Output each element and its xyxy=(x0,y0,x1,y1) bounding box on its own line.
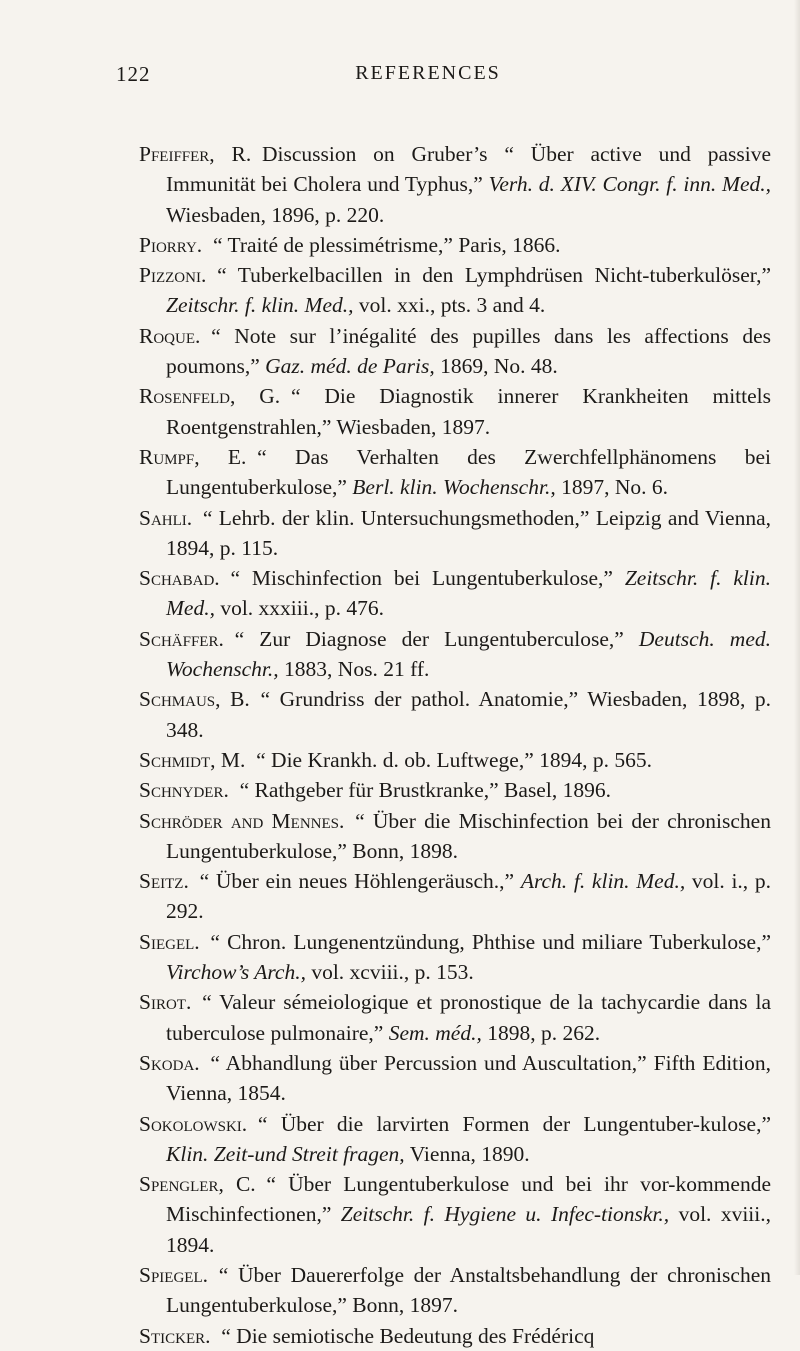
reference-journal: Verh. d. XIV. Congr. f. inn. Med., xyxy=(488,172,771,197)
reference-entry xyxy=(139,1321,771,1351)
reference-text: “ Über Lungentuberkulose und bei ihr vor-kommende Mischinfectionen,” xyxy=(166,1172,771,1227)
reference-author: Piorry. xyxy=(139,232,203,257)
reference-journal: Virchow’s Arch., xyxy=(166,960,306,985)
reference-journal: Berl. klin. Wochenschr., xyxy=(352,475,556,500)
page-number: 122 xyxy=(116,62,151,86)
reference-details: Vienna, 1890. xyxy=(409,1141,530,1166)
reference-details: vol. xxi., pts. 3 and 4. xyxy=(358,293,546,318)
reference-entry xyxy=(139,442,771,503)
reference-entry xyxy=(139,866,771,927)
reference-text: “ Über Dauererfolge der Anstaltsbehandlung der chronischen Lungentuberkulose,” Bonn, 1897. xyxy=(166,1262,771,1318)
reference-journal: Deutsch. med. Wochenschr., xyxy=(166,626,771,682)
reference-details: 1898, p. 262. xyxy=(487,1020,601,1045)
reference-text: “ Tuberkelbacillen in den Lymphdrüsen Nicht-tuberkulöser,” xyxy=(217,263,771,288)
reference-text: “ Lehrb. der klin. Untersuchungsmethoden,” Leipzig and Vienna, 1894, p. 115. xyxy=(166,505,771,560)
reference-author: Spengler, C. xyxy=(139,1172,256,1197)
reference-journal: Sem. méd., xyxy=(388,1020,482,1045)
reference-author: Schröder and Mennes. xyxy=(139,808,345,833)
reference-author: Schabad. xyxy=(139,566,220,591)
reference-author: Sticker. xyxy=(139,1323,211,1348)
reference-list xyxy=(139,139,771,1351)
reference-author: Rumpf, E. xyxy=(139,444,247,469)
reference-author: Sokolowski. xyxy=(139,1111,248,1136)
reference-author: Rosenfeld, G. xyxy=(139,384,281,409)
reference-text: “ Die Krankh. d. ob. Luftwege,” 1894, p. 565. xyxy=(256,747,652,772)
reference-details: vol. i., p. 292. xyxy=(166,869,772,924)
reference-text: Discussion on Gruber’s “ Über active und passive Immunität bei Cholera und Typhus,” xyxy=(166,142,771,197)
reference-details: vol. xviii., 1894. xyxy=(166,1202,771,1257)
reference-entry xyxy=(139,321,771,382)
reference-text: “ Grundriss der pathol. Anatomie,” Wiesbaden, 1898, p. 348. xyxy=(166,687,771,742)
reference-text: “ Traité de plessimétrisme,” Paris, 1866. xyxy=(212,232,561,257)
reference-entry xyxy=(139,1048,771,1109)
reference-text: “ Über ein neues Höhlengeräusch.,” xyxy=(199,869,515,894)
reference-author: Sirot. xyxy=(139,990,192,1015)
reference-entry xyxy=(139,1260,771,1321)
reference-entry xyxy=(139,381,771,442)
reference-entry xyxy=(139,745,771,775)
reference-details: vol. xcviii., p. 153. xyxy=(311,960,474,985)
reference-author: Pfeiffer, R. xyxy=(139,142,252,166)
reference-text: “ Über die larvirten Formen der Lungentuber-kulose,” xyxy=(257,1111,771,1136)
reference-journal: Arch. f. klin. Med., xyxy=(520,869,686,894)
reference-journal: Klin. Zeit-und Streit fragen, xyxy=(166,1141,405,1166)
reference-text: “ Das Verhalten des Zwerchfellphänomens bei Lungentuberkulose,” xyxy=(166,444,772,500)
reference-entry xyxy=(139,684,771,745)
reference-details: Wiesbaden, 1896, p. 220. xyxy=(166,202,385,227)
reference-journal: Gaz. méd. de Paris, xyxy=(265,354,435,379)
page-edge xyxy=(794,0,800,1275)
reference-text: “ Abhandlung über Percussion und Auscultation,” Fifth Edition, Vienna, 1854. xyxy=(166,1050,771,1106)
reference-author: Schnyder. xyxy=(139,778,229,803)
reference-text: “ Mischinfection bei Lungentuberkulose,” xyxy=(230,566,613,591)
reference-author: Schäffer. xyxy=(139,626,224,651)
reference-author: Seitz. xyxy=(139,869,189,894)
reference-text: “ Valeur sémeiologique et pronostique de la tachycardie dans la tuberculose pulmonaire,” xyxy=(166,990,771,1045)
reference-details: 1869, No. 48. xyxy=(440,354,558,379)
reference-author: Roque. xyxy=(139,323,201,348)
reference-author: Schmaus, B. xyxy=(139,687,250,712)
running-title: REFERENCES xyxy=(355,62,501,84)
reference-entry xyxy=(139,1169,771,1260)
reference-entry xyxy=(139,927,771,988)
reference-text: “ Die semiotische Bedeutung des Frédéricq xyxy=(221,1323,595,1348)
reference-author: Skoda. xyxy=(139,1050,200,1075)
reference-entry xyxy=(139,806,771,867)
reference-entry xyxy=(139,230,771,260)
reference-text: “ Die Diagnostik innerer Krankheiten mittels Roentgenstrahlen,” Wiesbaden, 1897. xyxy=(166,384,771,439)
reference-journal: Zeitschr. f. klin. Med., xyxy=(166,293,354,318)
reference-journal: Zeitschr. f. klin. Med., xyxy=(166,566,771,621)
reference-entry xyxy=(139,1109,771,1170)
reference-text: “ Note sur l’inégalité des pupilles dans les affections des poumons,” xyxy=(166,323,771,379)
reference-entry xyxy=(139,139,771,230)
reference-entry xyxy=(139,624,771,685)
page-header xyxy=(116,62,700,92)
reference-entry xyxy=(139,503,771,564)
reference-details: 1883, Nos. 21 ff. xyxy=(284,657,430,682)
reference-entry xyxy=(139,260,771,321)
reference-entry xyxy=(139,987,771,1048)
reference-author: Siegel. xyxy=(139,929,200,954)
reference-entry xyxy=(139,563,771,624)
reference-author: Pizzoni. xyxy=(139,263,207,288)
reference-text: “ Chron. Lungenentzündung, Phthise und miliare Tuberkulose,” xyxy=(210,929,771,954)
reference-text: “ Rathgeber für Brustkranke,” Basel, 1896. xyxy=(239,778,611,803)
reference-details: 1897, No. 6. xyxy=(561,475,668,500)
reference-text: “ Über die Mischinfection bei der chronischen Lungentuberkulose,” Bonn, 1898. xyxy=(166,808,771,863)
reference-journal: Zeitschr. f. Hygiene u. Infec-tionskr., xyxy=(340,1202,670,1227)
reference-text: “ Zur Diagnose der Lungentuberculose,” xyxy=(234,626,624,651)
reference-author: Sahli. xyxy=(139,505,193,530)
reference-author: Spiegel. xyxy=(139,1262,208,1287)
reference-author: Schmidt, M. xyxy=(139,747,246,772)
reference-details: vol. xxxiii., p. 476. xyxy=(220,596,384,621)
reference-entry xyxy=(139,775,771,805)
